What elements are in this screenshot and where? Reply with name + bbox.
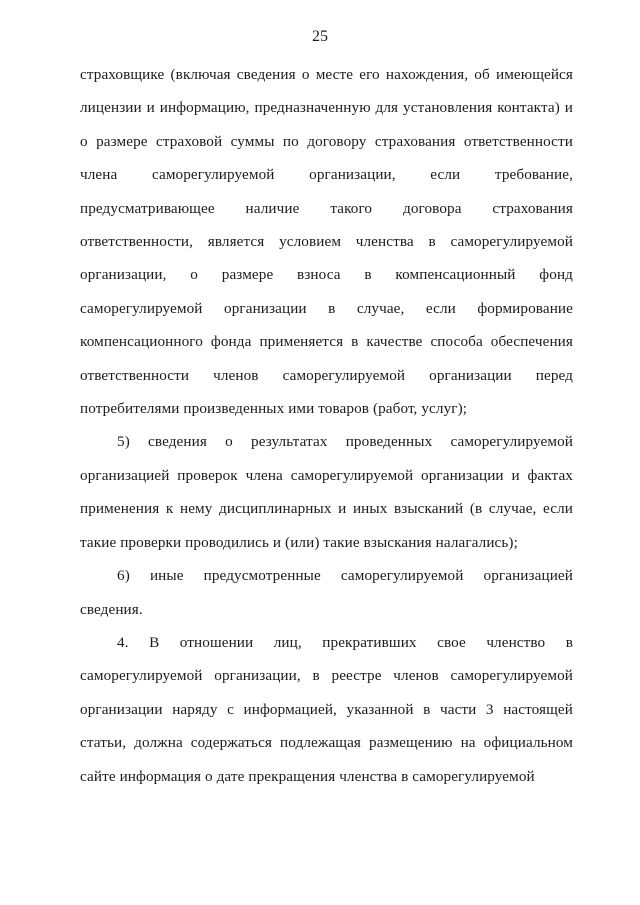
- page-number: 25: [312, 28, 328, 45]
- paragraph-continuation: страховщике (включая сведения о месте его нахождения, об имеющейся лицензии и информацию, предназначенную для установления контакта) и о размере страховой суммы по договору страхования ответственности члена саморегулируемой организации, если требование, предусматривающее наличие такого договора страхования ответственности, является условием членства в саморегулируемой организации, о размере взноса в компенсационный фонд саморегулируемой организации в случае, если формирование компенсационного фонда применяется в качестве способа обеспечения ответственности членов саморегулируемой организации перед потребителями произведенных ими товаров (работ, услуг);: [80, 66, 573, 418]
- paragraph-part-4: 4. В отношении лиц, прекративших свое членство в саморегулируемой организации, в реестре членов саморегулируемой организации наряду с информацией, указанной в части 3 настоящей статьи, должна содержаться подлежащая размещению на официальном сайте информация о дате прекращения членства в саморегулируемой: [80, 633, 573, 785]
- paragraph-item-5: 5) сведения о результатах проведенных саморегулируемой организацией проверок члена саморегулируемой организации и фактах применения к нему дисциплинарных и иных взысканий (в случае, если такие проверки проводились и (или) такие взыскания налагались);: [80, 433, 573, 551]
- paragraph-item-6: 6) иные предусмотренные саморегулируемой организацией сведения.: [80, 567, 573, 618]
